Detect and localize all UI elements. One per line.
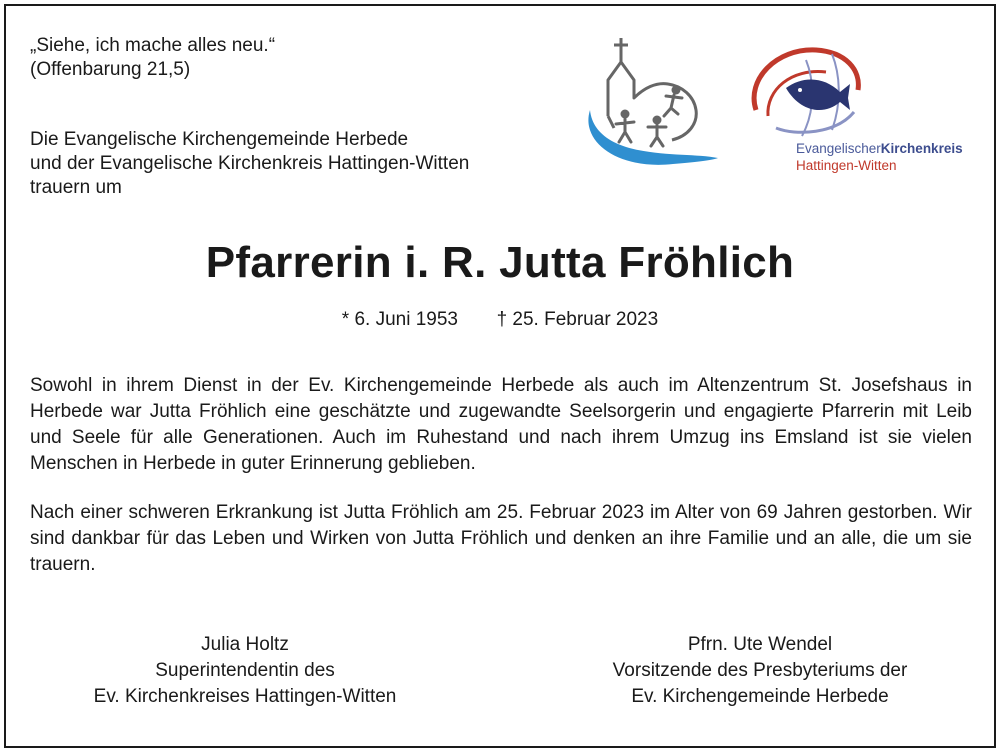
life-dates [0, 308, 1000, 332]
tribute-paragraph: Sowohl in ihrem Dienst in der Ev. Kirchengemeinde Herbede als auch im Altenzentrum St. Josefshaus in Herbede war Jutta Fröhlich eine geschätzte und zugewandte Seelsorgerin und engagierte Pfarrerin mit Leib und Seele für alle Generationen. Auch im Ruhestand und nach ihrem Umzug ins Emsland ist sie vielen Menschen in Herbede in guter Erinnerung geblieben. [30, 375, 972, 474]
church-with-children-icon [578, 32, 723, 177]
death-date: 25. Februar 2023 [512, 309, 659, 330]
signer-name: Pfrn. Ute Wendel [687, 634, 833, 655]
mourners-intro [30, 128, 469, 200]
kirchenkreis-prefix: Evangelischer [796, 141, 881, 156]
kirchenkreis-bold: Kirchenkreis [880, 141, 963, 156]
birth-date: * 6. Juni 1953 [341, 309, 458, 330]
deceased-name: Pfarrerin i. R. Jutta Fröhlich [205, 238, 795, 287]
quote-text: „Siehe, ich mache alles neu.“ [30, 35, 276, 56]
quote-reference: (Offenbarung 21,5) [30, 59, 191, 80]
kirchenkreis-logo [736, 40, 976, 180]
signer-organization: Ev. Kirchengemeinde Herbede [631, 686, 889, 707]
fish-globe-icon [736, 40, 976, 140]
signer-role: Vorsitzende des Presbyteriums der [612, 660, 908, 681]
signature-left [40, 632, 450, 710]
bible-quote [30, 34, 275, 82]
signer-role: Superintendentin des [155, 660, 335, 681]
kirchenkreis-wordmark [796, 140, 963, 174]
passing-paragraph: Nach einer schweren Erkrankung ist Jutta Fröhlich am 25. Februar 2023 im Alter von 69 Jahren gestorben. Wir sind dankbar für das Leben und Wirken von Jutta Fröhlich und denken an ihre Familie und an alle, die um sie trauern. [30, 502, 972, 575]
intro-line-1: Die Evangelische Kirchengemeinde Herbede [30, 129, 409, 150]
intro-line-3: trauern um [30, 177, 122, 198]
signer-name: Julia Holtz [201, 634, 289, 655]
signature-right [555, 632, 965, 710]
cross-icon: † [496, 309, 508, 330]
kirchenkreis-region: Hattingen-Witten [796, 158, 897, 173]
signer-organization: Ev. Kirchenkreises Hattingen-Witten [93, 686, 397, 707]
intro-line-2: und der Evangelische Kirchenkreis Hattingen-Witten [30, 153, 470, 174]
